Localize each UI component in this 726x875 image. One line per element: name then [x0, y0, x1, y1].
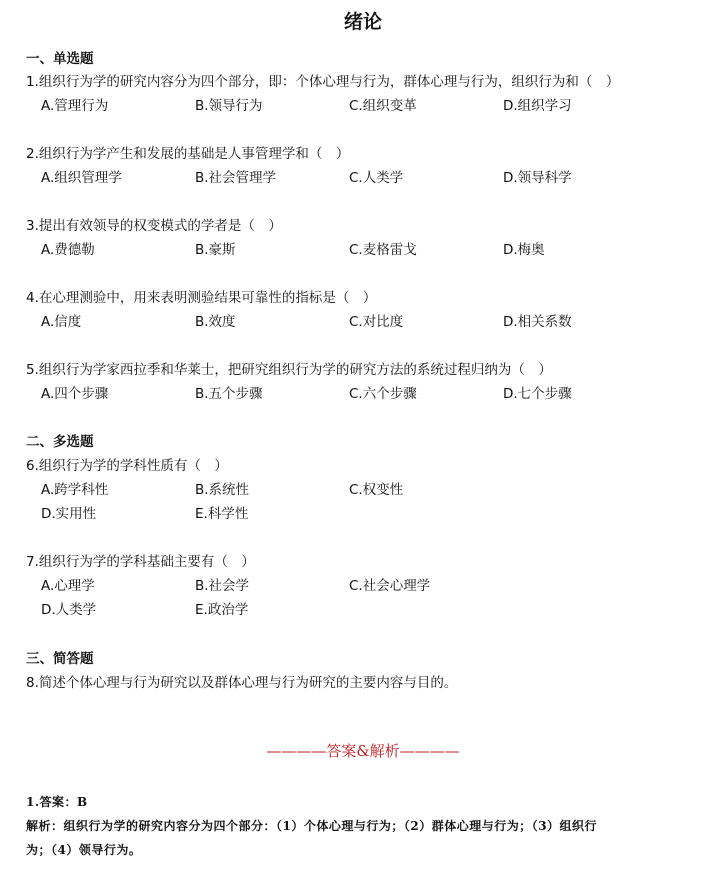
option-d: D.组织学习	[503, 98, 572, 114]
answer-1-analysis-line-1: 解析：组织行为学的研究内容分为四个部分：（1）个体心理与行为；（2）群体心理与行为；（3）组织行	[26, 819, 598, 833]
option-c: C.六个步骤	[349, 386, 417, 402]
option-a: A.心理学	[41, 578, 95, 594]
option-d: D.领导科学	[503, 170, 572, 186]
answer-divider: ————答案&解析————	[266, 742, 460, 760]
section-heading-short-answer: 三、简答题	[26, 651, 94, 667]
answer-1-label: 1.答案：B	[26, 795, 88, 809]
option-d: D.实用性	[41, 506, 97, 522]
option-c: C.对比度	[349, 314, 404, 330]
page-title: 绪论	[343, 11, 382, 33]
question-2: 2.组织行为学产生和发展的基础是人事管理学和（ ）	[26, 146, 350, 162]
question-8: 8.简述个体心理与行为研究以及群体心理与行为研究的主要内容与目的。	[26, 675, 458, 691]
option-c: C.权变性	[349, 482, 404, 498]
option-a: A.跨学科性	[41, 482, 109, 498]
option-b: B.社会管理学	[195, 170, 277, 186]
option-b: B.系统性	[195, 482, 250, 498]
question-6-options-row-1	[41, 481, 721, 499]
question-5: 5.组织行为学家西拉季和华莱士，把研究组织行为学的研究方法的系统过程归纳为（ ）	[26, 362, 552, 378]
option-d: D.梅奥	[503, 242, 545, 258]
answer-1-analysis-line-2: 为；（4）领导行为。	[26, 843, 142, 857]
option-a: A.管理行为	[41, 98, 109, 114]
question-1: 1.组织行为学的研究内容分为四个部分，即：个体心理与行为，群体心理与行为，组织行为和（ ）	[26, 74, 620, 90]
section-heading-multiple-choice: 二、多选题	[26, 434, 94, 450]
question-3-options	[41, 241, 721, 259]
option-d: D.相关系数	[503, 314, 572, 330]
question-7-options-row-2	[41, 601, 721, 619]
question-5-options	[41, 385, 721, 403]
option-d: D.七个步骤	[503, 386, 572, 402]
question-1-options	[41, 97, 721, 115]
question-4: 4.在心理测验中，用来表明测验结果可靠性的指标是（ ）	[26, 290, 377, 306]
option-a: A.四个步骤	[41, 386, 109, 402]
option-c: C.麦格雷戈	[349, 242, 417, 258]
question-6: 6.组织行为学的学科性质有（ ）	[26, 458, 228, 474]
option-e: E.政治学	[195, 602, 249, 618]
option-a: A.信度	[41, 314, 82, 330]
question-7-options-row-1	[41, 577, 721, 595]
question-7: 7.组织行为学的学科基础主要有（ ）	[26, 554, 255, 570]
option-b: B.效度	[195, 314, 236, 330]
option-c: C.组织变革	[349, 98, 417, 114]
option-a: A.组织管理学	[41, 170, 122, 186]
option-b: B.五个步骤	[195, 386, 263, 402]
option-b: B.豪斯	[195, 242, 236, 258]
option-e: E.科学性	[195, 506, 249, 522]
question-2-options	[41, 169, 721, 187]
question-3: 3.提出有效领导的权变模式的学者是（ ）	[26, 218, 282, 234]
option-c: C.社会心理学	[349, 578, 431, 594]
question-4-options	[41, 313, 721, 331]
option-b: B.社会学	[195, 578, 250, 594]
question-6-options-row-2	[41, 505, 721, 523]
option-d: D.人类学	[41, 602, 97, 618]
section-heading-single-choice: 一、单选题	[26, 51, 94, 67]
option-a: A.费德勒	[41, 242, 95, 258]
option-c: C.人类学	[349, 170, 404, 186]
option-b: B.领导行为	[195, 98, 263, 114]
